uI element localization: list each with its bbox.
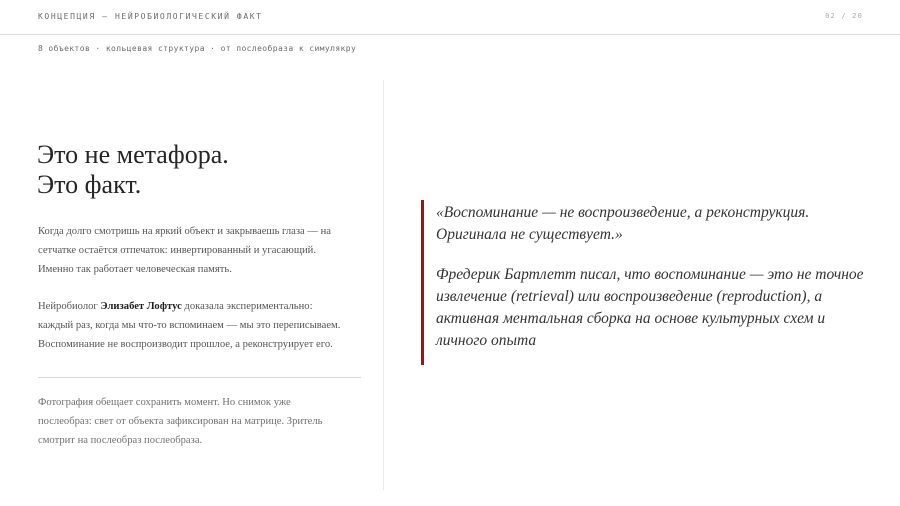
bartlett-quote bbox=[436, 202, 876, 352]
quote-line: Фредерик Бартлетт писал, что воспоминание — это не точное bbox=[436, 266, 864, 283]
loftus-paragraph bbox=[38, 297, 368, 354]
top-header bbox=[0, 0, 900, 35]
paragraph-line: Фотография обещает сохранить момент. Но снимок уже bbox=[38, 397, 291, 408]
line-prefix: Нейробиолог bbox=[38, 301, 101, 312]
quote-line: «Воспоминание — не воспроизведение, а реконструкция. bbox=[436, 204, 810, 221]
page-counter: 02 / 20 bbox=[825, 12, 863, 20]
scientist-name: Элизабет Лофтус bbox=[100, 301, 182, 312]
paragraph-line: Когда долго смотришь на яркий объект и закрываешь глаза — на bbox=[38, 226, 332, 237]
quote-accent-bar bbox=[421, 200, 424, 365]
quote-line: активная ментальная сборка на основе культурных схем и bbox=[436, 310, 826, 327]
column-divider bbox=[383, 80, 384, 490]
heading-line: Это факт. bbox=[37, 170, 142, 199]
paragraph-line bbox=[38, 297, 368, 316]
paragraph-line: каждый раз, когда мы что-то вспоминаем — мы это переписываем. bbox=[38, 320, 341, 331]
quote-line: извлечение (retrieval) или воспроизведение (reproduction), а bbox=[436, 288, 823, 305]
quote-line: Оригинала не существует.» bbox=[436, 226, 623, 243]
subtitle-line: 8 объектов · кольцевая структура · от послеобраза к симулякру bbox=[38, 44, 357, 53]
paragraph-line: сетчатке остаётся отпечаток: инвертированный и угасающий. bbox=[38, 245, 316, 256]
paragraph-line: послеобраз: свет от объекта зафиксирован на матрице. Зритель bbox=[38, 416, 323, 427]
heading-line: Это не метафора. bbox=[37, 140, 229, 169]
section-title: КОНЦЕПЦИЯ — НЕЙРОБИОЛОГИЧЕСКИЙ ФАКТ bbox=[38, 12, 263, 21]
photo-paragraph bbox=[38, 393, 368, 450]
paragraph-line: Воспоминание не воспроизводит прошлое, а реконструирует его. bbox=[38, 339, 333, 350]
paragraph-line: смотрит на послеобраз послеобраза. bbox=[38, 435, 203, 446]
quote-line: личного опыта bbox=[436, 332, 537, 349]
intro-paragraph bbox=[38, 222, 368, 279]
page-heading bbox=[37, 140, 367, 200]
line-suffix: доказала экспериментально: bbox=[181, 301, 313, 312]
horizontal-divider bbox=[38, 377, 361, 378]
paragraph-line: Именно так работает человеческая память. bbox=[38, 264, 232, 275]
